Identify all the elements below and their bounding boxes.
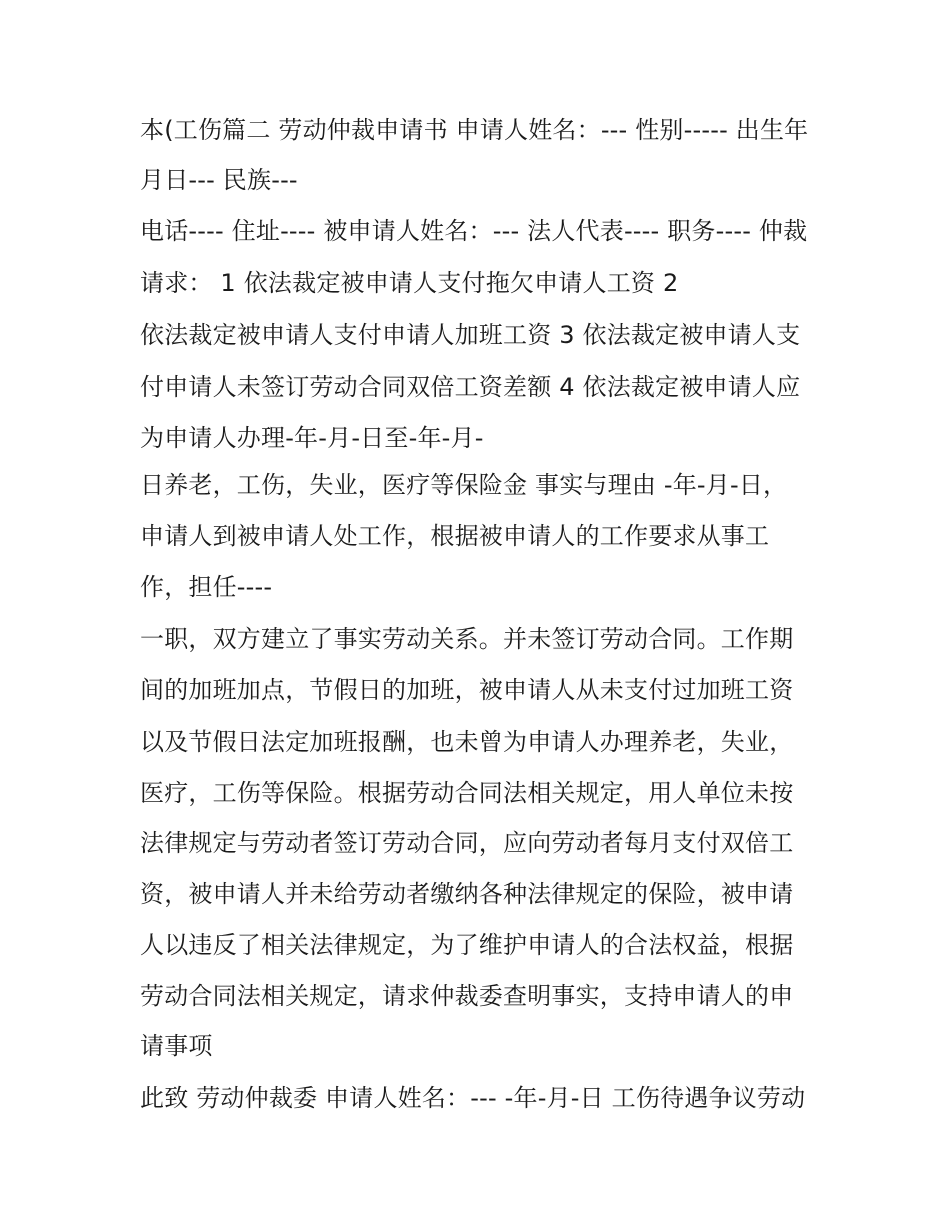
text-line: 间的加班加点，节假日的加班，被申请人从未支付过加班工资 <box>140 676 794 704</box>
text-line: 此致 劳动仲裁委 申请人姓名：--- -年-月-日 工伤待遇争议劳动 <box>140 1084 806 1112</box>
text-line: 以及节假日法定加班报酬，也未曾为申请人办理养老，失业， <box>140 728 794 756</box>
text-line: 依法裁定被申请人支付申请人加班工资 3 依法裁定被申请人支 <box>140 321 801 349</box>
text-line: 申请人到被申请人处工作，根据被申请人的工作要求从事工 <box>140 522 770 550</box>
text-line: 日养老，工伤，失业，医疗等保险金 事实与理由 -年-月-日， <box>140 471 788 499</box>
text-line: 劳动合同法相关规定，请求仲裁委查明事实，支持申请人的申 <box>140 982 794 1010</box>
text-line: 资，被申请人并未给劳动者缴纳各种法律规定的保险，被申请 <box>140 880 794 908</box>
text-line: 为申请人办理-年-月-日至-年-月- <box>140 424 484 452</box>
text-line: 请求： 1 依法裁定被申请人支付拖欠申请人工资 2 <box>140 269 679 297</box>
text-line: 医疗，工伤等保险。根据劳动合同法相关规定，用人单位未按 <box>140 779 794 807</box>
text-line: 电话---- 住址---- 被申请人姓名：--- 法人代表---- 职务---- 仲裁 <box>140 217 808 245</box>
text-line: 请事项 <box>140 1032 213 1060</box>
text-line: 法律规定与劳动者签订劳动合同，应向劳动者每月支付双倍工 <box>140 829 794 857</box>
text-line: 作，担任---- <box>140 573 273 601</box>
text-line: 人以违反了相关法律规定，为了维护申请人的合法权益，根据 <box>140 931 794 959</box>
text-line: 本(工伤篇二 劳动仲裁申请书 申请人姓名：--- 性别----- 出生年 <box>140 116 809 144</box>
text-line: 付申请人未签订劳动合同双倍工资差额 4 依法裁定被申请人应 <box>140 373 801 401</box>
text-line: 一职，双方建立了事实劳动关系。并未签订劳动合同。工作期 <box>140 625 794 653</box>
text-line: 月日--- 民族--- <box>140 166 298 194</box>
